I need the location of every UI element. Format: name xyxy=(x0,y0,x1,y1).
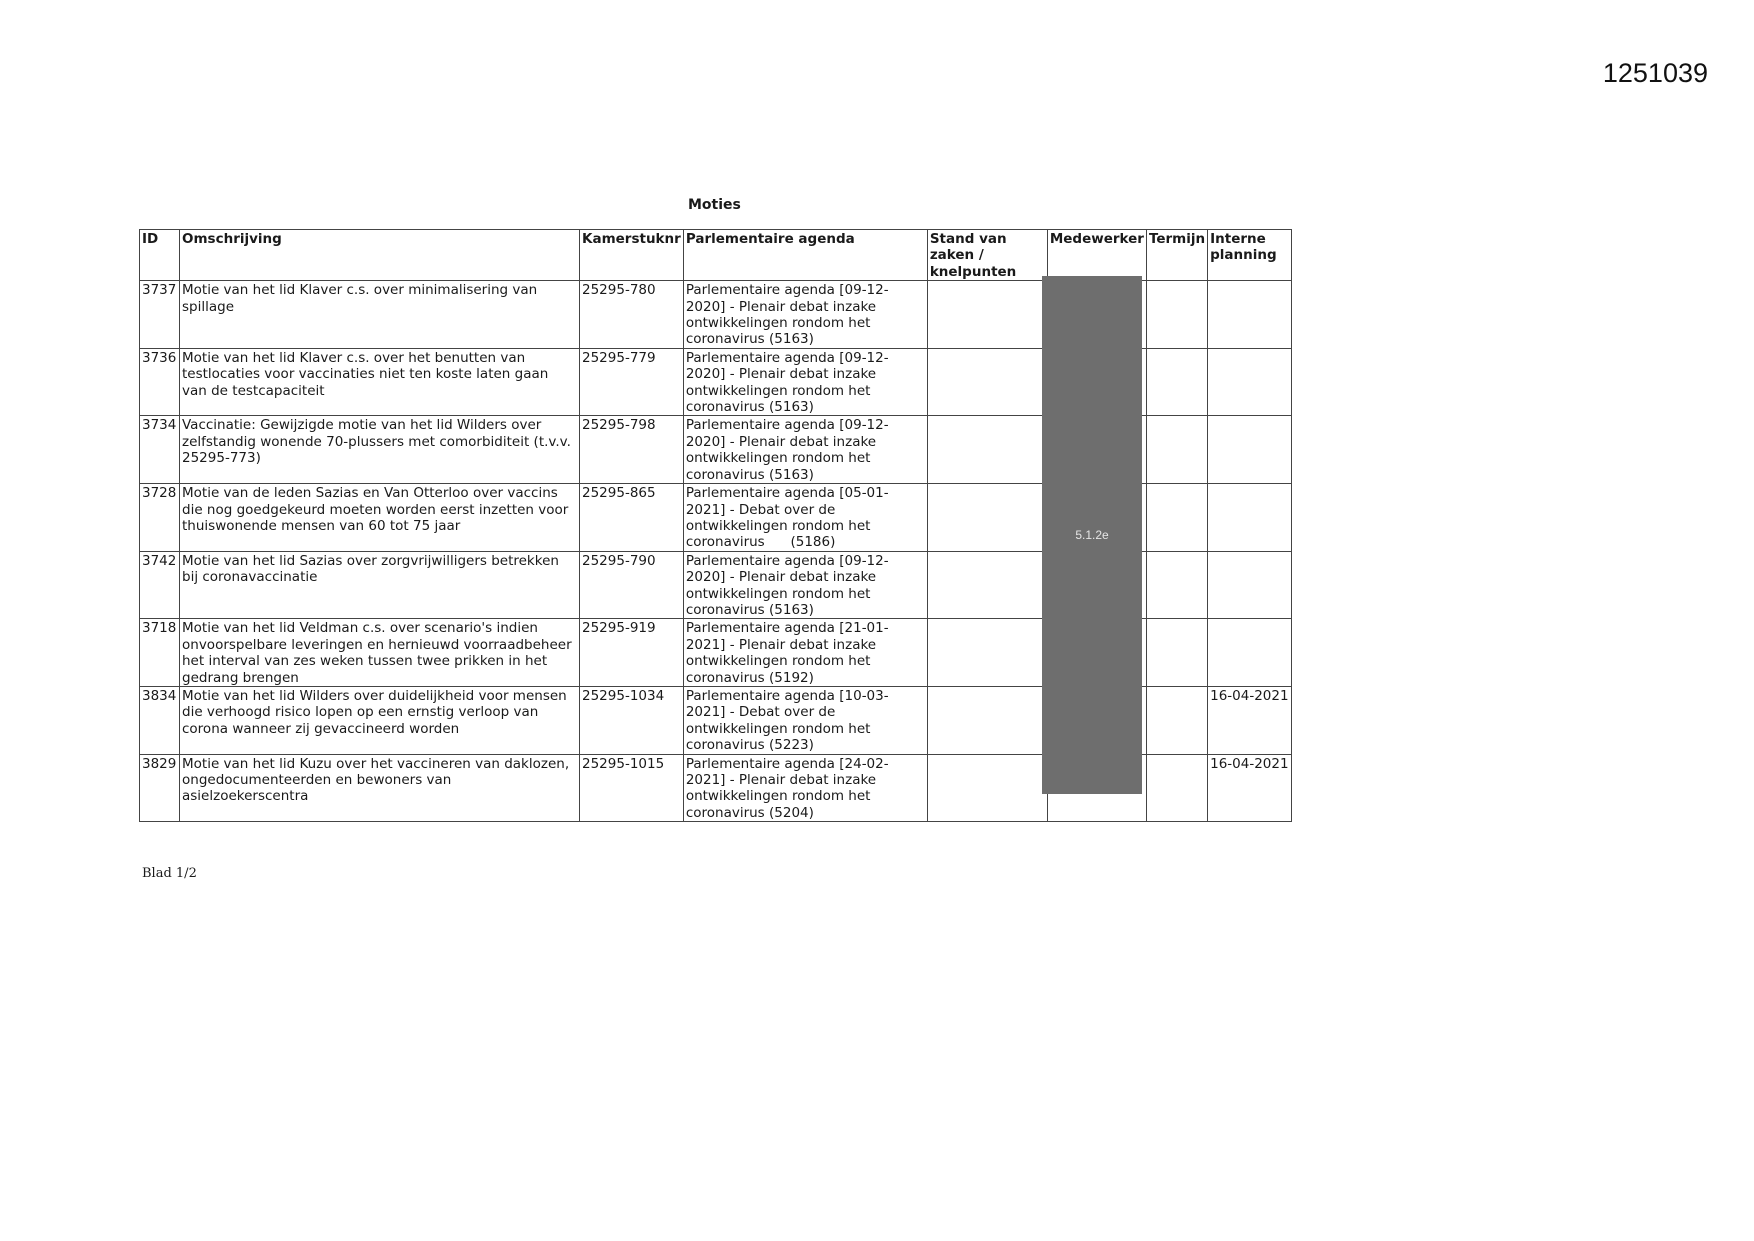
cell-stand xyxy=(927,484,1047,552)
cell-omschrijving: Motie van de leden Sazias en Van Otterloo over vaccins die nog goedgekeurd moeten worden eerst inzetten voor thuiswonende mensen van 60 tot 75 jaar xyxy=(180,484,580,552)
cell-stand xyxy=(927,754,1047,822)
cell-agenda: Parlementaire agenda [09-12-2020] - Plenair debat inzake ontwikkelingen rondom het coronavirus (5163) xyxy=(683,416,927,484)
cell-agenda: Parlementaire agenda [24-02-2021] - Plenair debat inzake ontwikkelingen rondom het coronavirus (5204) xyxy=(683,754,927,822)
cell-kamerstuknr: 25295-1034 xyxy=(580,686,684,754)
cell-planning xyxy=(1208,348,1292,416)
cell-stand xyxy=(927,348,1047,416)
cell-agenda: Parlementaire agenda [10-03-2021] - Debat over de ontwikkelingen rondom het coronavirus (5223) xyxy=(683,686,927,754)
cell-termijn xyxy=(1146,754,1207,822)
cell-planning xyxy=(1208,281,1292,349)
cell-agenda: Parlementaire agenda [09-12-2020] - Plenair debat inzake ontwikkelingen rondom het coronavirus (5163) xyxy=(683,348,927,416)
cell-planning xyxy=(1208,484,1292,552)
cell-kamerstuknr: 25295-1015 xyxy=(580,754,684,822)
cell-kamerstuknr: 25295-779 xyxy=(580,348,684,416)
cell-kamerstuknr: 25295-790 xyxy=(580,551,684,619)
page-footer: Blad 1/2 xyxy=(142,866,197,881)
cell-termijn xyxy=(1146,619,1207,687)
cell-planning xyxy=(1208,551,1292,619)
cell-termijn xyxy=(1146,416,1207,484)
cell-planning: 16-04-2021 xyxy=(1208,754,1292,822)
cell-agenda: Parlementaire agenda [05-01-2021] - Debat over de ontwikkelingen rondom het coronavirus (5186) xyxy=(683,484,927,552)
cell-id: 3718 xyxy=(140,619,180,687)
cell-stand xyxy=(927,416,1047,484)
cell-agenda: Parlementaire agenda [21-01-2021] - Plenair debat inzake ontwikkelingen rondom het coronavirus (5192) xyxy=(683,619,927,687)
cell-stand xyxy=(927,686,1047,754)
cell-kamerstuknr: 25295-865 xyxy=(580,484,684,552)
cell-omschrijving: Motie van het lid Sazias over zorgvrijwilligers betrekken bij coronavaccinatie xyxy=(180,551,580,619)
redaction-block xyxy=(1042,276,1142,794)
cell-id: 3736 xyxy=(140,348,180,416)
cell-omschrijving: Motie van het lid Klaver c.s. over het benutten van testlocaties voor vaccinaties niet ten koste laten gaan van de testcapaciteit xyxy=(180,348,580,416)
cell-id: 3829 xyxy=(140,754,180,822)
cell-id: 3742 xyxy=(140,551,180,619)
header-row xyxy=(140,230,1292,281)
cell-stand xyxy=(927,551,1047,619)
cell-id: 3737 xyxy=(140,281,180,349)
cell-planning xyxy=(1208,416,1292,484)
cell-kamerstuknr: 25295-798 xyxy=(580,416,684,484)
cell-id: 3834 xyxy=(140,686,180,754)
cell-omschrijving: Motie van het lid Kuzu over het vaccineren van daklozen, ongedocumenteerden en bewoners van asielzoekerscentra xyxy=(180,754,580,822)
col-header-kamerstuknr: Kamerstuknr xyxy=(580,230,684,281)
cell-planning: 16-04-2021 xyxy=(1208,686,1292,754)
redaction-label: 5.1.2e xyxy=(1075,528,1109,542)
col-header-stand: Stand van zaken / knelpunten xyxy=(927,230,1047,281)
col-header-id: ID xyxy=(140,230,180,281)
cell-omschrijving: Motie van het lid Wilders over duidelijkheid voor mensen die verhoogd risico lopen op een ernstig verloop van corona wanneer zij gevaccineerd worden xyxy=(180,686,580,754)
cell-id: 3728 xyxy=(140,484,180,552)
cell-termijn xyxy=(1146,551,1207,619)
cell-termijn xyxy=(1146,348,1207,416)
cell-id: 3734 xyxy=(140,416,180,484)
col-header-termijn: Termijn xyxy=(1146,230,1207,281)
cell-termijn xyxy=(1146,686,1207,754)
cell-termijn xyxy=(1146,484,1207,552)
col-header-omschrijving: Omschrijving xyxy=(180,230,580,281)
cell-kamerstuknr: 25295-919 xyxy=(580,619,684,687)
cell-stand xyxy=(927,619,1047,687)
col-header-medewerker: Medewerker xyxy=(1047,230,1146,281)
table-title: Moties xyxy=(688,197,741,213)
document-number: 1251039 xyxy=(1602,58,1708,88)
cell-omschrijving: Motie van het lid Klaver c.s. over minimalisering van spillage xyxy=(180,281,580,349)
cell-omschrijving: Motie van het lid Veldman c.s. over scenario's indien onvoorspelbare leveringen en hernieuwd voorraadbeheer het interval van zes weken tussen twee prikken in het gedrang brengen xyxy=(180,619,580,687)
cell-planning xyxy=(1208,619,1292,687)
cell-agenda: Parlementaire agenda [09-12-2020] - Plenair debat inzake ontwikkelingen rondom het coronavirus (5163) xyxy=(683,281,927,349)
cell-omschrijving: Vaccinatie: Gewijzigde motie van het lid Wilders over zelfstandig wonende 70-plussers met comorbiditeit (t.v.v. 25295-773) xyxy=(180,416,580,484)
col-header-planning: Interne planning xyxy=(1208,230,1292,281)
cell-termijn xyxy=(1146,281,1207,349)
col-header-agenda: Parlementaire agenda xyxy=(683,230,927,281)
cell-agenda: Parlementaire agenda [09-12-2020] - Plenair debat inzake ontwikkelingen rondom het coronavirus (5163) xyxy=(683,551,927,619)
cell-kamerstuknr: 25295-780 xyxy=(580,281,684,349)
moties-table-wrapper xyxy=(139,229,1292,822)
cell-stand xyxy=(927,281,1047,349)
